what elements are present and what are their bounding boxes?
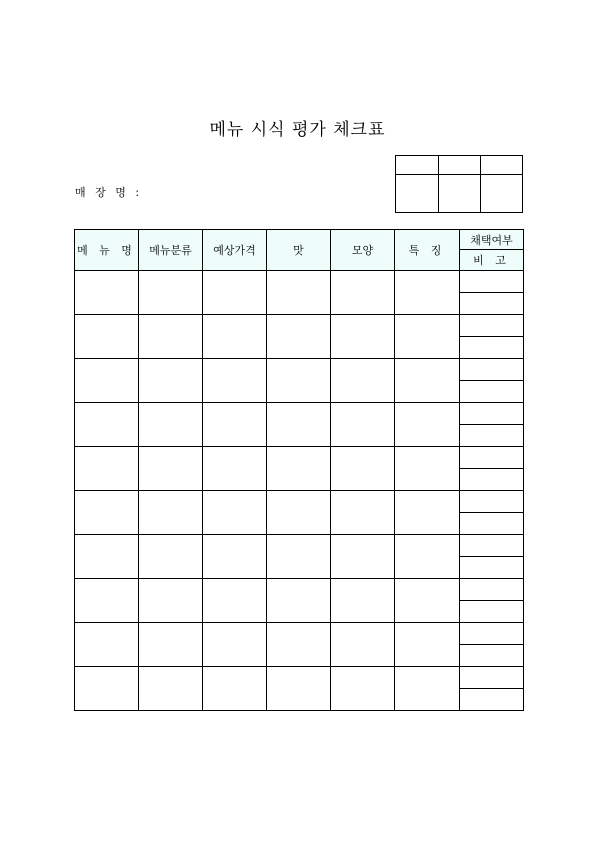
menu-category-cell[interactable] — [139, 403, 203, 447]
expected-price-cell[interactable] — [203, 579, 267, 623]
menu-name-cell[interactable] — [75, 271, 139, 315]
expected-price-cell[interactable] — [203, 403, 267, 447]
remarks-cell[interactable] — [460, 293, 524, 315]
table-row — [75, 579, 524, 601]
expected-price-cell[interactable] — [203, 667, 267, 711]
adoption-cell[interactable] — [460, 579, 524, 601]
taste-cell[interactable] — [267, 403, 331, 447]
features-cell[interactable] — [395, 315, 460, 359]
approval-sign-cell[interactable] — [396, 175, 439, 213]
table-row — [75, 535, 524, 557]
menu-name-cell[interactable] — [75, 447, 139, 491]
header-adoption: 채택여부 — [460, 230, 524, 250]
menu-name-cell[interactable] — [75, 623, 139, 667]
menu-name-cell[interactable] — [75, 403, 139, 447]
adoption-cell[interactable] — [460, 359, 524, 381]
features-cell[interactable] — [395, 667, 460, 711]
approval-header-cell[interactable] — [439, 156, 481, 175]
header-features: 특 징 — [395, 230, 460, 271]
approval-sign-cell[interactable] — [481, 175, 523, 213]
adoption-cell[interactable] — [460, 403, 524, 425]
remarks-cell[interactable] — [460, 557, 524, 579]
taste-cell[interactable] — [267, 447, 331, 491]
adoption-cell[interactable] — [460, 667, 524, 689]
approval-sign-cell[interactable] — [439, 175, 481, 213]
menu-name-cell[interactable] — [75, 667, 139, 711]
menu-category-cell[interactable] — [139, 623, 203, 667]
menu-category-cell[interactable] — [139, 447, 203, 491]
store-name-label: 매 장 명 : — [75, 186, 143, 199]
appearance-cell[interactable] — [331, 667, 395, 711]
appearance-cell[interactable] — [331, 491, 395, 535]
taste-cell[interactable] — [267, 315, 331, 359]
remarks-cell[interactable] — [460, 381, 524, 403]
taste-cell[interactable] — [267, 491, 331, 535]
table-row — [75, 271, 524, 293]
header-menu-category: 메뉴분류 — [139, 230, 203, 271]
adoption-cell[interactable] — [460, 535, 524, 557]
table-row — [75, 623, 524, 645]
features-cell[interactable] — [395, 447, 460, 491]
features-cell[interactable] — [395, 359, 460, 403]
appearance-cell[interactable] — [331, 315, 395, 359]
expected-price-cell[interactable] — [203, 271, 267, 315]
menu-category-cell[interactable] — [139, 667, 203, 711]
appearance-cell[interactable] — [331, 271, 395, 315]
expected-price-cell[interactable] — [203, 447, 267, 491]
expected-price-cell[interactable] — [203, 623, 267, 667]
expected-price-cell[interactable] — [203, 315, 267, 359]
appearance-cell[interactable] — [331, 579, 395, 623]
approval-box — [395, 155, 523, 213]
header-expected-price: 예상가격 — [203, 230, 267, 271]
appearance-cell[interactable] — [331, 359, 395, 403]
header-taste: 맛 — [267, 230, 331, 271]
adoption-cell[interactable] — [460, 447, 524, 469]
table-row — [75, 447, 524, 469]
taste-cell[interactable] — [267, 667, 331, 711]
menu-category-cell[interactable] — [139, 359, 203, 403]
header-remarks: 비 고 — [460, 250, 524, 271]
adoption-cell[interactable] — [460, 315, 524, 337]
header-appearance: 모양 — [331, 230, 395, 271]
remarks-cell[interactable] — [460, 513, 524, 535]
table-row — [75, 359, 524, 381]
menu-category-cell[interactable] — [139, 271, 203, 315]
remarks-cell[interactable] — [460, 469, 524, 491]
menu-name-cell[interactable] — [75, 579, 139, 623]
menu-category-cell[interactable] — [139, 535, 203, 579]
adoption-cell[interactable] — [460, 271, 524, 293]
adoption-cell[interactable] — [460, 491, 524, 513]
menu-category-cell[interactable] — [139, 491, 203, 535]
taste-cell[interactable] — [267, 535, 331, 579]
expected-price-cell[interactable] — [203, 359, 267, 403]
appearance-cell[interactable] — [331, 623, 395, 667]
table-row — [75, 667, 524, 689]
table-row — [75, 491, 524, 513]
remarks-cell[interactable] — [460, 425, 524, 447]
page-title: 메뉴 시식 평가 체크표 — [209, 120, 386, 140]
features-cell[interactable] — [395, 271, 460, 315]
menu-name-cell[interactable] — [75, 315, 139, 359]
adoption-cell[interactable] — [460, 623, 524, 645]
approval-header-cell[interactable] — [481, 156, 523, 175]
expected-price-cell[interactable] — [203, 491, 267, 535]
menu-category-cell[interactable] — [139, 579, 203, 623]
remarks-cell[interactable] — [460, 337, 524, 359]
taste-cell[interactable] — [267, 359, 331, 403]
taste-cell[interactable] — [267, 579, 331, 623]
features-cell[interactable] — [395, 491, 460, 535]
features-cell[interactable] — [395, 579, 460, 623]
menu-category-cell[interactable] — [139, 315, 203, 359]
expected-price-cell[interactable] — [203, 535, 267, 579]
menu-name-cell[interactable] — [75, 535, 139, 579]
appearance-cell[interactable] — [331, 447, 395, 491]
table-row — [75, 403, 524, 425]
features-cell[interactable] — [395, 403, 460, 447]
taste-cell[interactable] — [267, 271, 331, 315]
table-row — [75, 315, 524, 337]
remarks-cell[interactable] — [460, 645, 524, 667]
features-cell[interactable] — [395, 535, 460, 579]
menu-name-cell[interactable] — [75, 359, 139, 403]
remarks-cell[interactable] — [460, 689, 524, 711]
header-menu-name: 메 뉴 명 — [75, 230, 139, 271]
features-cell[interactable] — [395, 623, 460, 667]
appearance-cell[interactable] — [331, 403, 395, 447]
remarks-cell[interactable] — [460, 601, 524, 623]
approval-header-cell[interactable] — [396, 156, 439, 175]
appearance-cell[interactable] — [331, 535, 395, 579]
menu-name-cell[interactable] — [75, 491, 139, 535]
evaluation-table — [74, 229, 524, 711]
taste-cell[interactable] — [267, 623, 331, 667]
